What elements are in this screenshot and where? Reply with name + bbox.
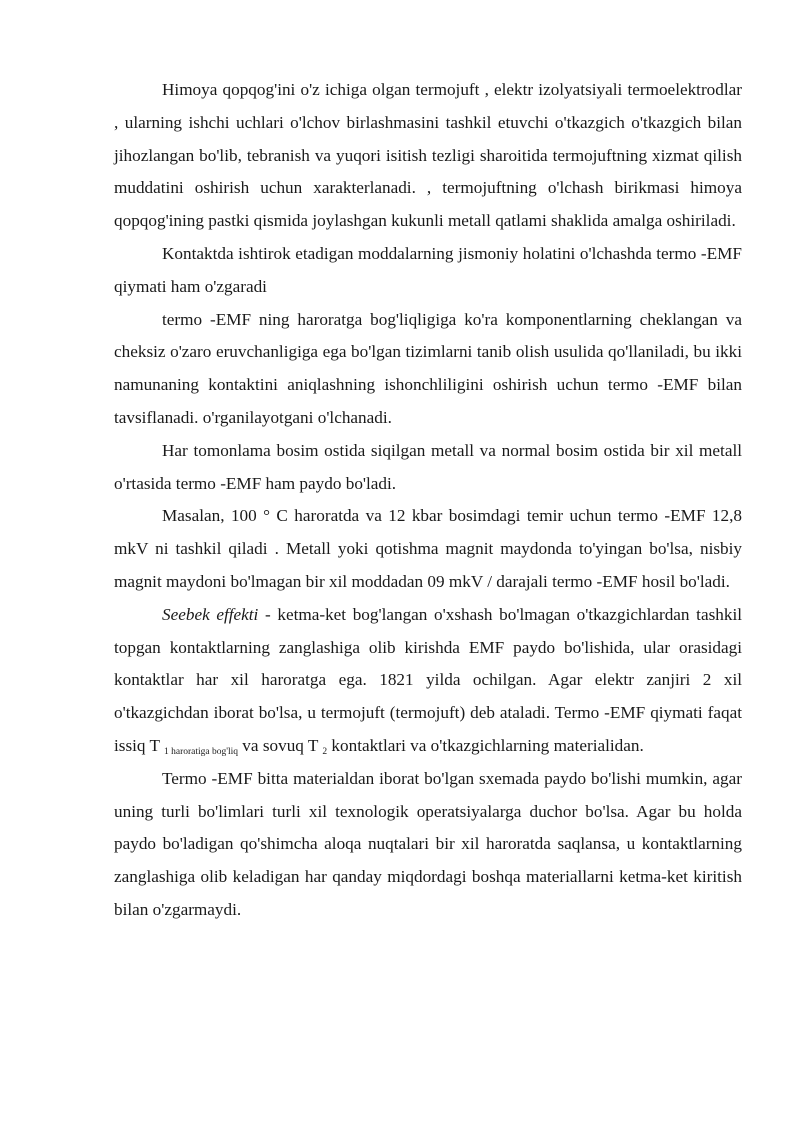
- paragraph-thermocouple-protection: Himoya qopqog'ini o'z ichiga olgan termojuft , elektr izolyatsiyali termoelektrodlar , ularning ishchi uchlari o'lchov birlashmasini tashkil etuvchi o'tkazgich o'tkazgich bilan jihozlangan bo'lib, tebranish va yuqori isitish tezligi sharoitida termojuftning xizmat qilish muddatini oshirish uchun xarakterlanadi. , termojuftning o'lchash birikmasi himoya qopqog'ining pastki qismida joylashgan kukunli metall qatlami shaklida amalga oshiriladi.: [114, 80, 742, 231]
- paragraph-pressure-emf: Har tomonlama bosim ostida siqilgan metall va normal bosim ostida bir xil metall o'rtasida termo -EMF ham paydo bo'ladi.: [114, 440, 742, 493]
- document-page: [114, 74, 742, 927]
- paragraph-emf-temperature-dependence: termo -EMF ning haroratga bog'liqligiga ko'ra komponentlarning cheklangan va cheksiz o'zaro eruvchanligiga ega bo'lgan tizimlarni tanib olish usulida qo'llaniladi, bu ikki namunaning kontaktini aniqlashning ishonchliligini oshirish uchun termo -EMF bilan tavsiflanadi. o'rganilayotgani o'lchanadi.: [114, 309, 742, 427]
- seebeck-text-b: va sovuq T: [238, 735, 323, 755]
- paragraph-contact-state: Kontaktda ishtirok etadigan moddalarning jismoniy holatini o'lchashda termo -EMF qiymati ham o'zgaradi: [114, 243, 742, 296]
- paragraph-single-material-emf: Termo -EMF bitta materialdan iborat bo'lgan sxemada paydo bo'lishi mumkin, agar uning turli bo'limlari turli xil texnologik operatsiyalarga duchor bo'lsa. Agar bu holda paydo bo'ladigan qo'shimcha aloqa nuqtalari bir xil haroratda saqlansa, u kontaktlarning zanglashiga olib keladigan har qanday miqdordagi boshqa materiallarni ketma-ket kiritish bilan o'zgarmaydi.: [114, 768, 742, 919]
- seebeck-term: Seebek effekti: [162, 604, 259, 624]
- subscript-hot-junction: 1 haroratiga bog'liq: [164, 746, 238, 757]
- seebeck-text-a: - ketma-ket bog'langan o'xshash bo'lmagan o'tkazgichlardan tashkil topgan kontaktlarning zanglashiga olib kirishda EMF paydo bo'lishida, ular orasidagi kontaktlar har xil haroratga ega. 1821 yilda ochilgan. Agar elektr zanjiri 2 xil o'tkazgichdan iborat bo'lsa, u termojuft (termojuft) deb ataladi. Termo -EMF qiymati faqat issiq T: [114, 604, 742, 755]
- paragraph-example-iron: Masalan, 100 ° C haroratda va 12 kbar bosimdagi temir uchun termo -EMF 12,8 mkV ni tashkil qiladi . Metall yoki qotishma magnit maydonda to'yingan bo'lsa, nisbiy magnit maydoni bo'lmagan bir xil moddadan 09 mkV / darajali termo -EMF hosil bo'ladi.: [114, 506, 742, 591]
- subscript-cold-junction: 2: [322, 746, 328, 757]
- paragraph-seebeck-effect: [114, 599, 742, 763]
- seebeck-text-c: kontaktlari va o'tkazgichlarning materialidan.: [327, 735, 644, 755]
